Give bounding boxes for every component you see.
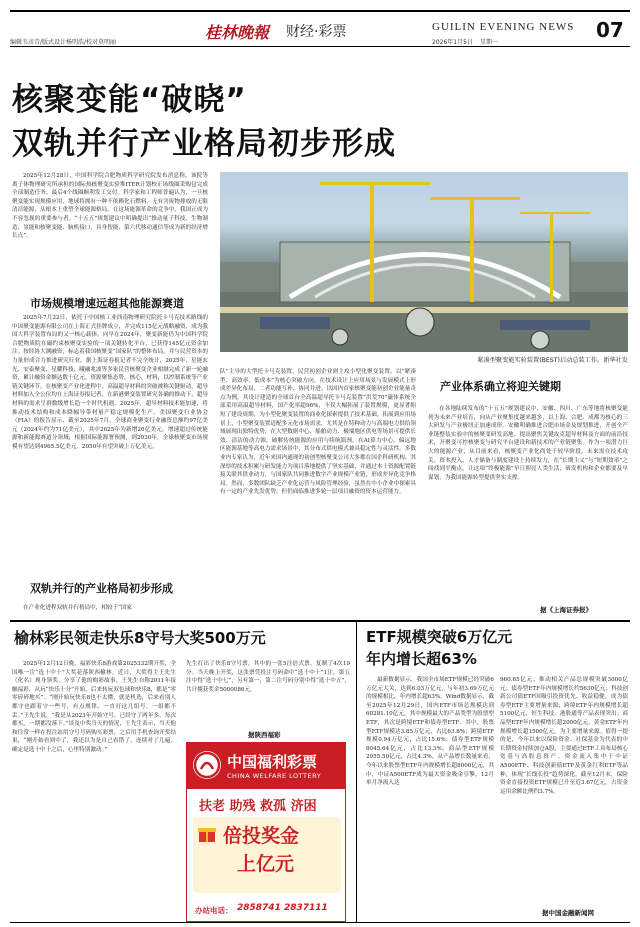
photo-caption [420,355,628,364]
paper-logo: 桂林晚報 [205,23,270,42]
column-divider [356,622,357,922]
photo-credit: 新华社发 [603,357,628,364]
etf-text-a: 最新数据显示，我国全市场ETF规模已经突破6万亿元大关，达到6.03万亿元，与年初3.69万亿元的规模相比，年内增长超63%。Wind数据显示，截至2025年12月29日，国内ETF市场总规模达到60281.10亿元，其中规模最大的产品类型为股票型ETF，其次是跨境ETF和债券型ETF。其中，股票型ETF规模达3.85万亿元，占比63.8%；跨境ETF规模0.94万亿元，占比15.6%；债券型ETF规模8045.64亿元，占比13.3%；商品型ETF规模2955.50亿元，占比4.3%。从产品增长数量来看，今年以来股票型ETF年内规模增长超8000亿元，其中，中证A500ETF成为最大资金吸金引擎，12月单月净流入达 [366,677,494,787]
ad-brand: 中国福利彩票 [227,753,318,771]
gift-icon [197,823,217,843]
ad-brand-en: CHINA WELFARE LOTTERY [227,772,322,780]
system-section-head: 产业体系确立将迎关键期 [440,380,561,393]
welfare-logo-icon [193,751,221,779]
etf-credit: 据中国金融新闻网 [542,909,594,917]
bottom-rule [10,922,630,923]
top-rule [10,10,630,12]
etf-title-line2: 年内增长超63% [366,650,477,668]
lead-intro: 2025年12月28日，中国科学院合肥物质科学研究院发布消息称，该院等离子体物理研究所承担的国际热核聚变实验堆ITER计划校正场线圈采购包完成全部制造任务，最后4个线圈顺利发工交付。科学家和工程师普遍认为，一旦核聚变能实现规模应用，地球将拥有一种不依赖化石燃料、无有害废物排放的无限清洁能源，从根本上重塑全球能源格局。在这场能源革命的竞争中，我国正成为不容忽视的重要参与者。“十五五”规划建议中明确提出“推动量子科技、生物制造、氢能和核聚变能、脑机接口、具身智能、第六代移动通信等成为新的经济增长点”。 [12,173,208,240]
lead-title-line1: 核聚变能“破晓” [12,82,247,118]
page-number: 07 [596,18,624,42]
dual-section-head: 双轨并行的产业格局初步形成 [30,582,173,595]
ad-slogan: 扶老 助残 救孤 济困 [199,799,317,814]
paper-name-en: GUILIN EVENING NEWS [432,21,575,33]
editors-line: 编辑韦彦青/版式设计杨明浩/校对莫明丽 [10,39,117,46]
etf-title-line1: ETF规模突破6万亿元 [366,628,513,646]
lead-photo [220,172,628,352]
dual-section-text-a: 在产业化进程双轨并行格局中，相较于“国家 [23,605,133,611]
lottery-ad [186,742,346,922]
issue-date: 2026年1月5日 [432,39,473,46]
system-credit: 据《上海证券报》 [540,606,592,614]
system-section-text: 在各地陆续发布的“十五五”规划建议中，安徽、四川、广东等地将核聚变能列为未来产业培育，向从产业聚集度越来越多，以上海、合肥、成都为核心的三大研发与产业极纽正加速成形。安徽明确推进合肥市场金及规划推进，开创全产业链整装实验中的核聚变研发高地。提出聚焦关键攻克超导材料及方面的前沿技术，开聚变可控核聚变与研究平台建设和新技术的产业链聚集。作为一项潜力巨大的能源产业，从目前来看，核聚变产业化尚处于较早阶段，未来需在技术攻关、资本投入、人才储备与制度建设上持续发力，在“长期主义”与“短期效率”之间找到平衡点，让这项“终极能源”早日照亮人类生活，研发机构和企业都要及早谋划，为我国能源转型提供坚实支撑。 [428,406,628,481]
ad-phone-number: 2858741 2837111 [237,903,328,913]
photo-caption-text: 紧凑型聚变能实验装置(BEST)启动总装工作。 [477,357,604,364]
lottery-credit: 据陕西福彩 [248,731,281,739]
ad-promo-line2: 上亿元 [237,853,295,875]
market-section-text: 2025年7月22日，依托于中国核工业西南物理研究院托卡马克技术路线的中国聚变能源有限公司在上海正式挂牌成立，并完成115亿元战略融资，成为我国大科学装置布局的又一核心载体。向早在2024年，聚变新能仍为中国科学院合肥物质院在磁约束核聚变实验的一项关键转化平台，已获得145亿元资金加注。按经协大测融资，标志着我国核聚变“国家队”的整体布局。并与民营资本的力量形成合力推进研究行业。据上海证券报记者不完全统计，2025年，星能玄光、安泰聚变、星耀科技、曦融兆波等多家民营核聚变企业相继完成了新一轮融资，累计融资金额达数十亿元。资源聚集态势，核心、材料，以控制系统等产业链关键环节。在核聚变产业化进程中，高温超导材料的突破被称关键驱动。超导材料加入全公位均在上海证券报记者，在新港聚变装置研究各确的推动下，超导材料的需求呈群数级增长趋一个时代机遇。2025年，超导材料技术能加速，将推动技术结构和成本降幅导带材量产稳定规模化生产。美国聚变行业协会（FIA）的报告显示，截至2025年7月，全球商业聚变行业融资总额约97亿美元（2024年约为71亿美元），其中2025年为新增26亿美元。增速超过传统能源和新能源赛道分领域，根据国际能源署预测，到2030年，全球核聚变市场规模有望达到4965.5亿美元，2050年有望突破上万亿美元。 [12,315,208,450]
ad-phone-label: 办站电话： [195,906,233,915]
middle-rule [10,620,630,622]
market-section-head: 市场规模增速远超其他能源赛道 [30,297,184,310]
issue-weekday: 星期一 [480,39,499,46]
dual-section-text-b: 队”主导的大型托卡马克装置，民营初创企业则主攻小型化聚变装置，以“紧凑型、高效率、低成本”为核心突破方向，在技术设计上应用场景与发展模式上形成差异化布局，二者功能互补、协同并进。以国内首家核聚变能初创企业能量奇点为例，其设计建造的全球首台全高温超导托卡马克装置“洪荒70”磁体系统全部采用高温超导材料，国产化率超96%，不仅大幅拓展了装置规模，更显著缩短了建设周期，为小型化聚变装置的商业化探索提供了技术基础。拓展到应用场景上，小型聚变装置适配多元化市场需求，尤其是在特种动力与高端电力供给领域展现出独特优势，在大型数据中心、船舶动力、极端地区供电等场景可提供长效、清洁的动力源。破解传统能源的应用与续航瓶颈。在AI算力中心、偏远地区能源基地等高电力需求场景中，其分布式供电模式兼具稳定性与灵活性。多数业内专家认为，近年来国内通现的初创型核聚变公司大多都在国企科研机构、其深厚的技术积累与研发能力为项目落地提供了坚实基础，并通过本土资源配置链接关联其供业动力，与国家队共同推进数字产业规模产业链，形成差异化竞争格局。然而，多数团队缺乏产业化运营与风险管理经验，虽然在中小企业中探索具有一定的产业先发优势，但仍面临推进多轮一层项目融资的资本运营能力。 [220,369,416,496]
section-name: 财经·彩票 [286,24,347,40]
lottery-text-a: 2025年12月12日晚，福彩快乐8游戏第2025332期开奖，全国唯一注“选十中十”大奖花落陕西榆林。近日，大奖得主王先生（化名）现身领奖，分享了他的购彩故事。王先生自称2011年接触福彩，从玩“快乐十分”开始，后来转玩双色球和快乐8，都是“零零碎碎地买”。“刚开始玩快乐8也不太懂，就是机选，后来看别人都守也跟着守一些号，有点规律，一直打这几组号，一组都不丢。”王先生说，“我是从2023年开始守号，已经守了两年多，每次都买，一期都没落下。”谈及中奖当天的情况，王先生表示，当天他和往常一样在投注站用守号号码购买彩票，之后用手机查询开奖结果，“刚开始看到中了，我还以为是自己看错了，连续对了几遍，确定是选十中十之后，心里特别激动。” [12,661,176,753]
etf-text-b: 960.65亿元；推动相关产品总规模突破3000亿元；债券型ETF年内规模增长约5630亿元；科技创新公司债ETF因吸引投资优先、收益稳健，成为债券型ETF主要增量来源；跨境ETF年内规模增长超5100亿元，恒生科技、港股通等产品表现突出；商品型ETF年内规模增长超2000亿元，黄金ETF年内规模增长超1500亿元，为主要增量来源。值得一提的是，今年以来以保险资金、社保基金为代表的中长期资金持续加仓A股，主要通过ETF工具布局核心宽基与高股息资产。资金流入集中于中证A500ETF、科技创新债ETF及黄金红利ETF等品种，体现“长线长投”趋势深化。截至12月末，保险资金直接投资ETF规模已升至近3.67亿元，占资金运用余额比例约3.7%。 [500,677,628,795]
lottery-title: 榆林彩民领走快乐8守号大奖500万元 [14,629,266,647]
lead-title-line2: 双轨并行产业格局初步形成 [12,126,396,162]
construction-scene-illustration [220,172,628,352]
ad-promo-line1: 倍投奖金 [223,825,300,847]
header-rule [10,46,630,47]
lottery-text-b: 先生打出了快乐8守号票，其中的一张5注倍式票，复制了4次19分。当天晚上开奖，这张票凭投注号码命中“选十中十”1注，第五注中得“选十中七”，另有第一，第二注号码分别中得“选十中五”，共计揽获奖金5000086元。 [186,661,350,693]
